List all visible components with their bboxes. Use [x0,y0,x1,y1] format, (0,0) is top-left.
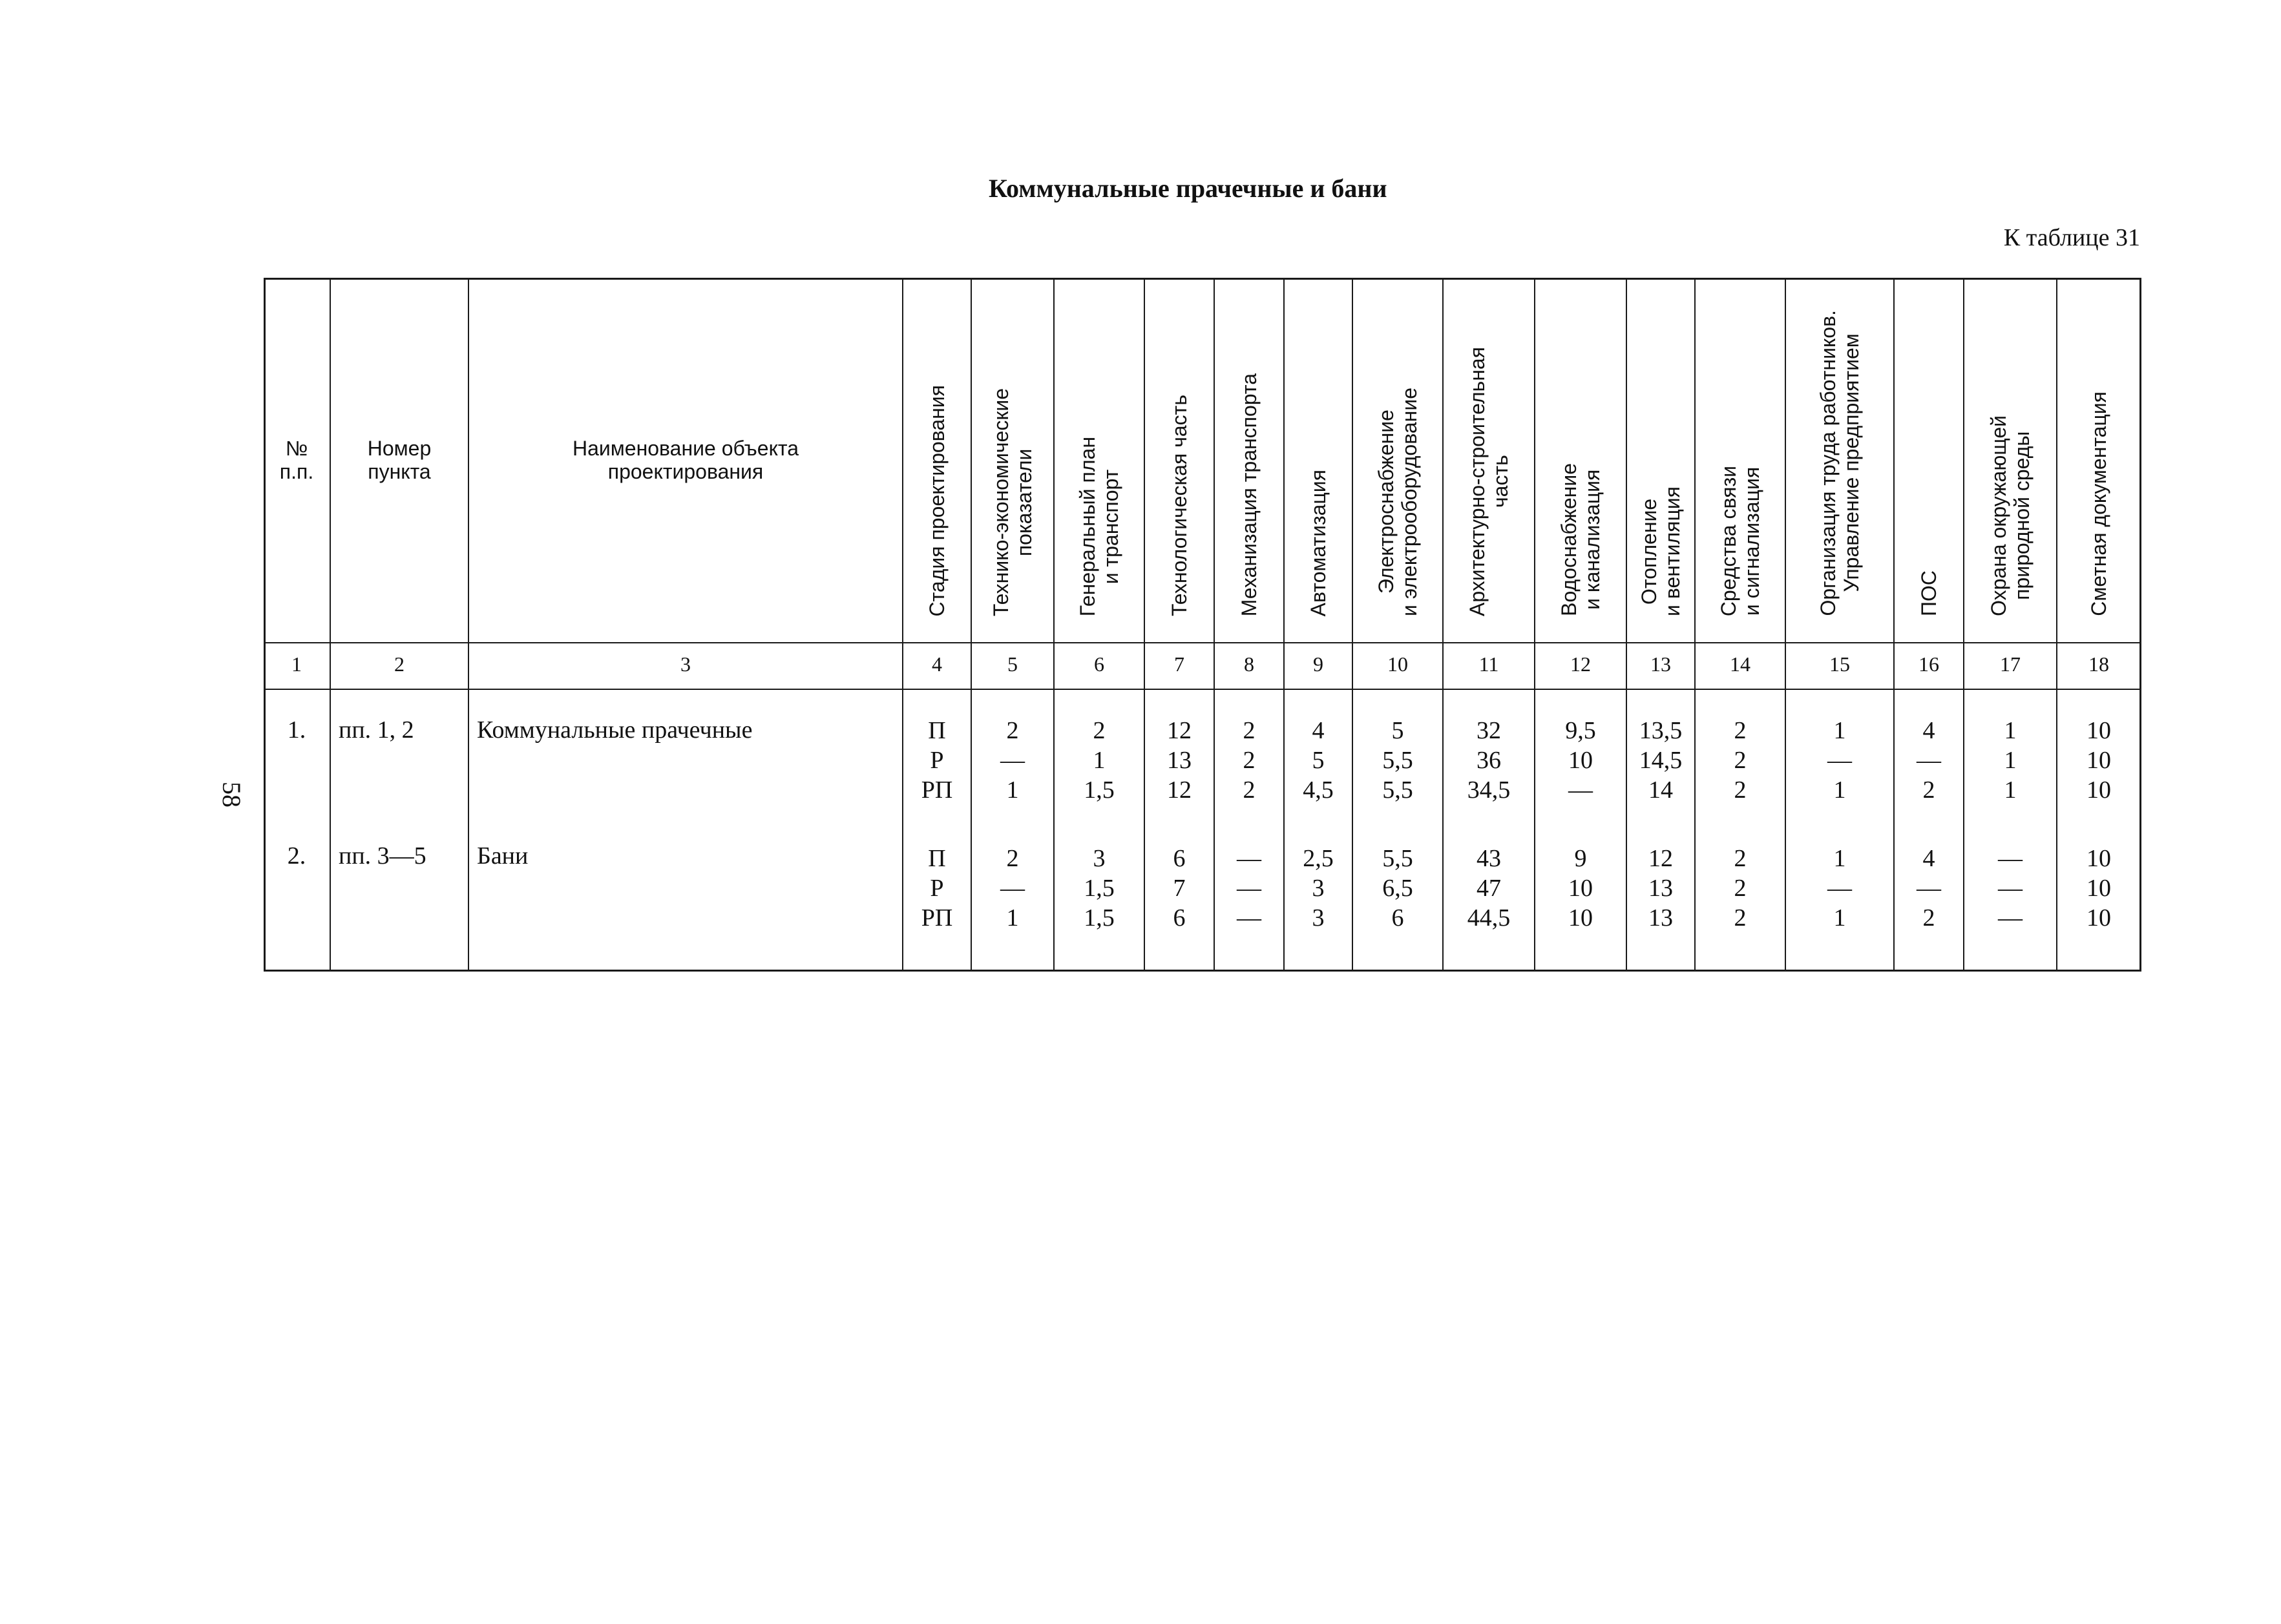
column-header-1 [264,278,331,643]
cell-value: 1,5 [1084,776,1115,804]
stage-value: П [928,717,946,744]
row-number: 2. [287,842,306,869]
column-number-4 [903,643,972,690]
cell-value: 3 [1312,875,1325,902]
cell-value: 10 [2087,845,2111,872]
cell-value: 6 [1391,904,1404,932]
table-reference: К таблице 31 [2003,224,2140,251]
value-group [1535,716,1626,805]
column-number: 9 [1313,652,1323,676]
body-column-8 [1215,690,1285,972]
column-number-10 [1353,643,1444,690]
column-header-2 [331,278,469,643]
cell-value: 13 [1648,904,1673,932]
column-header-label: Охрана окружающей природной среды [1987,415,2034,616]
cell-value: 47 [1477,875,1501,902]
cell-value: 2 [1734,717,1747,744]
cell-value: 1 [1833,717,1846,744]
body-column-2 [331,690,469,972]
cell-value: — [1917,747,1941,774]
value-group [2057,716,2140,805]
column-header-18 [2057,278,2141,643]
column-header-label: Водоснабжение и канализация [1557,463,1604,616]
column-header-14 [1696,278,1786,643]
cell-value: 2 [1734,776,1747,804]
value-group [1444,716,1534,805]
column-number-1 [264,643,331,690]
column-number: 10 [1387,652,1408,676]
column-header-label: Архитектурно-строительная часть [1466,347,1512,616]
value-group [1627,844,1694,933]
cell-value: 32 [1477,717,1501,744]
body-column-12 [1535,690,1627,972]
column-header-label: Средства связи и сигнализация [1717,465,1763,616]
column-number-6 [1055,643,1145,690]
column-number-15 [1786,643,1895,690]
column-number-7 [1145,643,1215,690]
cell-value: 3 [1312,904,1325,932]
column-header-16 [1895,278,1964,643]
cell-value: 6 [1173,904,1186,932]
column-header-5 [972,278,1055,643]
column-number: 11 [1478,652,1499,676]
column-number: 3 [680,652,691,676]
cell-value: 1 [2004,776,2017,804]
cell-value: 4 [1312,717,1325,744]
column-header-label: Организация труда работников. Управление предприятием [1816,310,1863,616]
cell-value: 6 [1173,845,1186,872]
cell-value: — [1827,875,1852,902]
cell-value: 1,5 [1084,875,1115,902]
column-header-label: Технологическая часть [1168,395,1191,616]
body-column-11 [1444,690,1535,972]
cell-value: 6,5 [1382,875,1413,902]
value-group [2057,844,2140,933]
column-number-17 [1964,643,2057,690]
column-number-11 [1444,643,1535,690]
column-header-17 [1964,278,2057,643]
value-group [1215,844,1283,933]
cell-value: 10 [2087,747,2111,774]
column-header-8 [1215,278,1285,643]
stage-value: РП [921,904,953,932]
value-group [1353,844,1442,933]
column-number-12 [1535,643,1627,690]
body-column-3 [469,690,903,972]
cell-value: 2 [1734,747,1747,774]
cell-value: 2 [1006,717,1019,744]
cell-value: 5,5 [1382,747,1413,774]
cell-value: 14 [1648,776,1673,804]
value-group [972,716,1053,805]
cell-value: — [1237,875,1261,902]
column-number: 13 [1650,652,1671,676]
page-title: Коммунальные прачечные и бани [989,174,1387,203]
stage-value: П [928,845,946,872]
cell-value: 4 [1922,717,1935,744]
column-header-7 [1145,278,1215,643]
item-number: пп. 3—5 [339,842,426,869]
stage-value: Р [930,747,944,774]
object-name: Коммунальные прачечные [477,716,753,744]
column-number-3 [469,643,903,690]
column-number: 4 [932,652,942,676]
cell-value: — [1000,875,1025,902]
cell-value: 2 [1006,845,1019,872]
cell-value: 13 [1167,747,1192,774]
column-number-16 [1895,643,1964,690]
cell-value: 44,5 [1467,904,1511,932]
cell-value: — [1998,875,2023,902]
cell-value: 43 [1477,845,1501,872]
column-number: 17 [2000,652,2021,676]
value-group [1895,844,1963,933]
data-table [264,278,2141,972]
column-header-label: Стадия проектирования [925,384,949,616]
cell-value: 34,5 [1467,776,1511,804]
value-group [1145,716,1214,805]
value-group [1895,716,1963,805]
cell-value: 1 [2004,717,2017,744]
value-group [1964,844,2056,933]
column-number-5 [972,643,1055,690]
cell-value: 1 [1006,776,1019,804]
cell-value: 12 [1167,776,1192,804]
cell-value: — [1917,875,1941,902]
value-group [972,844,1053,933]
value-group [1627,716,1694,805]
column-number-14 [1696,643,1786,690]
column-header-label: Сметная документация [2087,391,2110,616]
value-group [1444,844,1534,933]
stage-value: Р [930,875,944,902]
column-number: 7 [1174,652,1184,676]
cell-value: 2 [1734,845,1747,872]
cell-value: 1 [1093,747,1106,774]
value-group [1786,844,1893,933]
cell-value: 10 [1568,747,1593,774]
column-number: 12 [1570,652,1591,676]
cell-value: — [1237,845,1261,872]
cell-value: 14,5 [1639,747,1683,774]
column-header-6 [1055,278,1145,643]
cell-value: 10 [2087,875,2111,902]
value-group [1055,844,1144,933]
cell-value: — [1000,747,1025,774]
column-header-15 [1786,278,1895,643]
column-header-4 [903,278,972,643]
cell-value: 10 [1568,904,1593,932]
cell-value: — [1568,776,1593,804]
body-column-14 [1696,690,1786,972]
column-header-label: Наименование объекта проектирования [572,437,799,483]
cell-value: 10 [2087,776,2111,804]
cell-value: 1,5 [1084,904,1115,932]
column-header-label: Механизация транспорта [1237,373,1261,616]
cell-value: 1 [1833,776,1846,804]
column-header-12 [1535,278,1627,643]
value-group [1696,716,1785,805]
object-name: Бани [477,842,529,869]
column-number-2 [331,643,469,690]
cell-value: 2 [1922,776,1935,804]
value-group [903,716,971,805]
column-header-label: Отопление и вентиляция [1637,486,1684,616]
column-number: 16 [1918,652,1939,676]
value-group [1215,716,1283,805]
cell-value: 4,5 [1303,776,1334,804]
column-header-label: Электроснабжение и электрооборудование [1374,387,1421,616]
cell-value: 12 [1167,717,1192,744]
column-header-label: № п.п. [279,437,314,483]
value-group [1285,844,1352,933]
row-number: 1. [287,716,306,744]
cell-value: 7 [1173,875,1186,902]
column-header-9 [1285,278,1353,643]
body-column-4 [903,690,972,972]
cell-value: 5,5 [1382,845,1413,872]
body-column-18 [2057,690,2141,972]
cell-value: 3 [1093,845,1106,872]
column-number: 1 [291,652,302,676]
value-group [1786,716,1893,805]
value-group [903,844,971,933]
cell-value: 10 [2087,717,2111,744]
body-column-7 [1145,690,1215,972]
value-group [1285,716,1352,805]
body-column-5 [972,690,1055,972]
column-number: 6 [1094,652,1104,676]
column-header-11 [1444,278,1535,643]
cell-value: 5 [1391,717,1404,744]
cell-value: 1 [1833,904,1846,932]
column-number-18 [2057,643,2141,690]
cell-value: 36 [1477,747,1501,774]
body-column-15 [1786,690,1895,972]
cell-value: 2,5 [1303,845,1334,872]
value-group [1145,844,1214,933]
cell-value: 1 [1006,904,1019,932]
column-number: 2 [394,652,405,676]
value-group [1055,716,1144,805]
cell-value: 2 [1734,875,1747,902]
page-number: 58 [217,782,246,807]
cell-value: 2 [1922,904,1935,932]
body-column-16 [1895,690,1964,972]
item-number: пп. 1, 2 [339,716,414,744]
column-number-8 [1215,643,1285,690]
stage-value: РП [921,776,953,804]
cell-value: — [1998,904,2023,932]
body-column-6 [1055,690,1145,972]
cell-value: 2 [1243,776,1256,804]
cell-value: 1 [1833,845,1846,872]
cell-value: — [1998,845,2023,872]
cell-value: 2 [1734,904,1747,932]
column-header-label: ПОС [1917,570,1940,616]
column-number: 8 [1244,652,1254,676]
body-column-1 [264,690,331,972]
cell-value: 13,5 [1639,717,1683,744]
body-column-17 [1964,690,2057,972]
cell-value: 2 [1243,747,1256,774]
column-number: 5 [1007,652,1018,676]
cell-value: 9,5 [1565,717,1596,744]
body-column-9 [1285,690,1353,972]
cell-value: 2 [1243,717,1256,744]
cell-value: 10 [1568,875,1593,902]
cell-value: 13 [1648,875,1673,902]
body-column-10 [1353,690,1444,972]
column-header-label: Технико-экономические показатели [989,388,1036,616]
value-group [1964,716,2056,805]
cell-value: 9 [1574,845,1587,872]
column-header-label: Автоматизация [1307,469,1330,616]
cell-value: 12 [1648,845,1673,872]
cell-value: 4 [1922,845,1935,872]
value-group [1696,844,1785,933]
cell-value: 5,5 [1382,776,1413,804]
cell-value: 10 [2087,904,2111,932]
value-group [1353,716,1442,805]
column-header-label: Номер пункта [367,437,432,483]
column-number: 15 [1829,652,1850,676]
column-header-13 [1627,278,1696,643]
column-number-9 [1285,643,1353,690]
column-number: 14 [1730,652,1750,676]
column-header-10 [1353,278,1444,643]
cell-value: 2 [1093,717,1106,744]
body-column-13 [1627,690,1696,972]
cell-value: 1 [2004,747,2017,774]
value-group [1535,844,1626,933]
column-header-label: Генеральный план и транспорт [1076,436,1122,616]
column-number-13 [1627,643,1696,690]
column-number: 18 [2088,652,2109,676]
cell-value: 5 [1312,747,1325,774]
cell-value: — [1827,747,1852,774]
cell-value: — [1237,904,1261,932]
column-header-3 [469,278,903,643]
